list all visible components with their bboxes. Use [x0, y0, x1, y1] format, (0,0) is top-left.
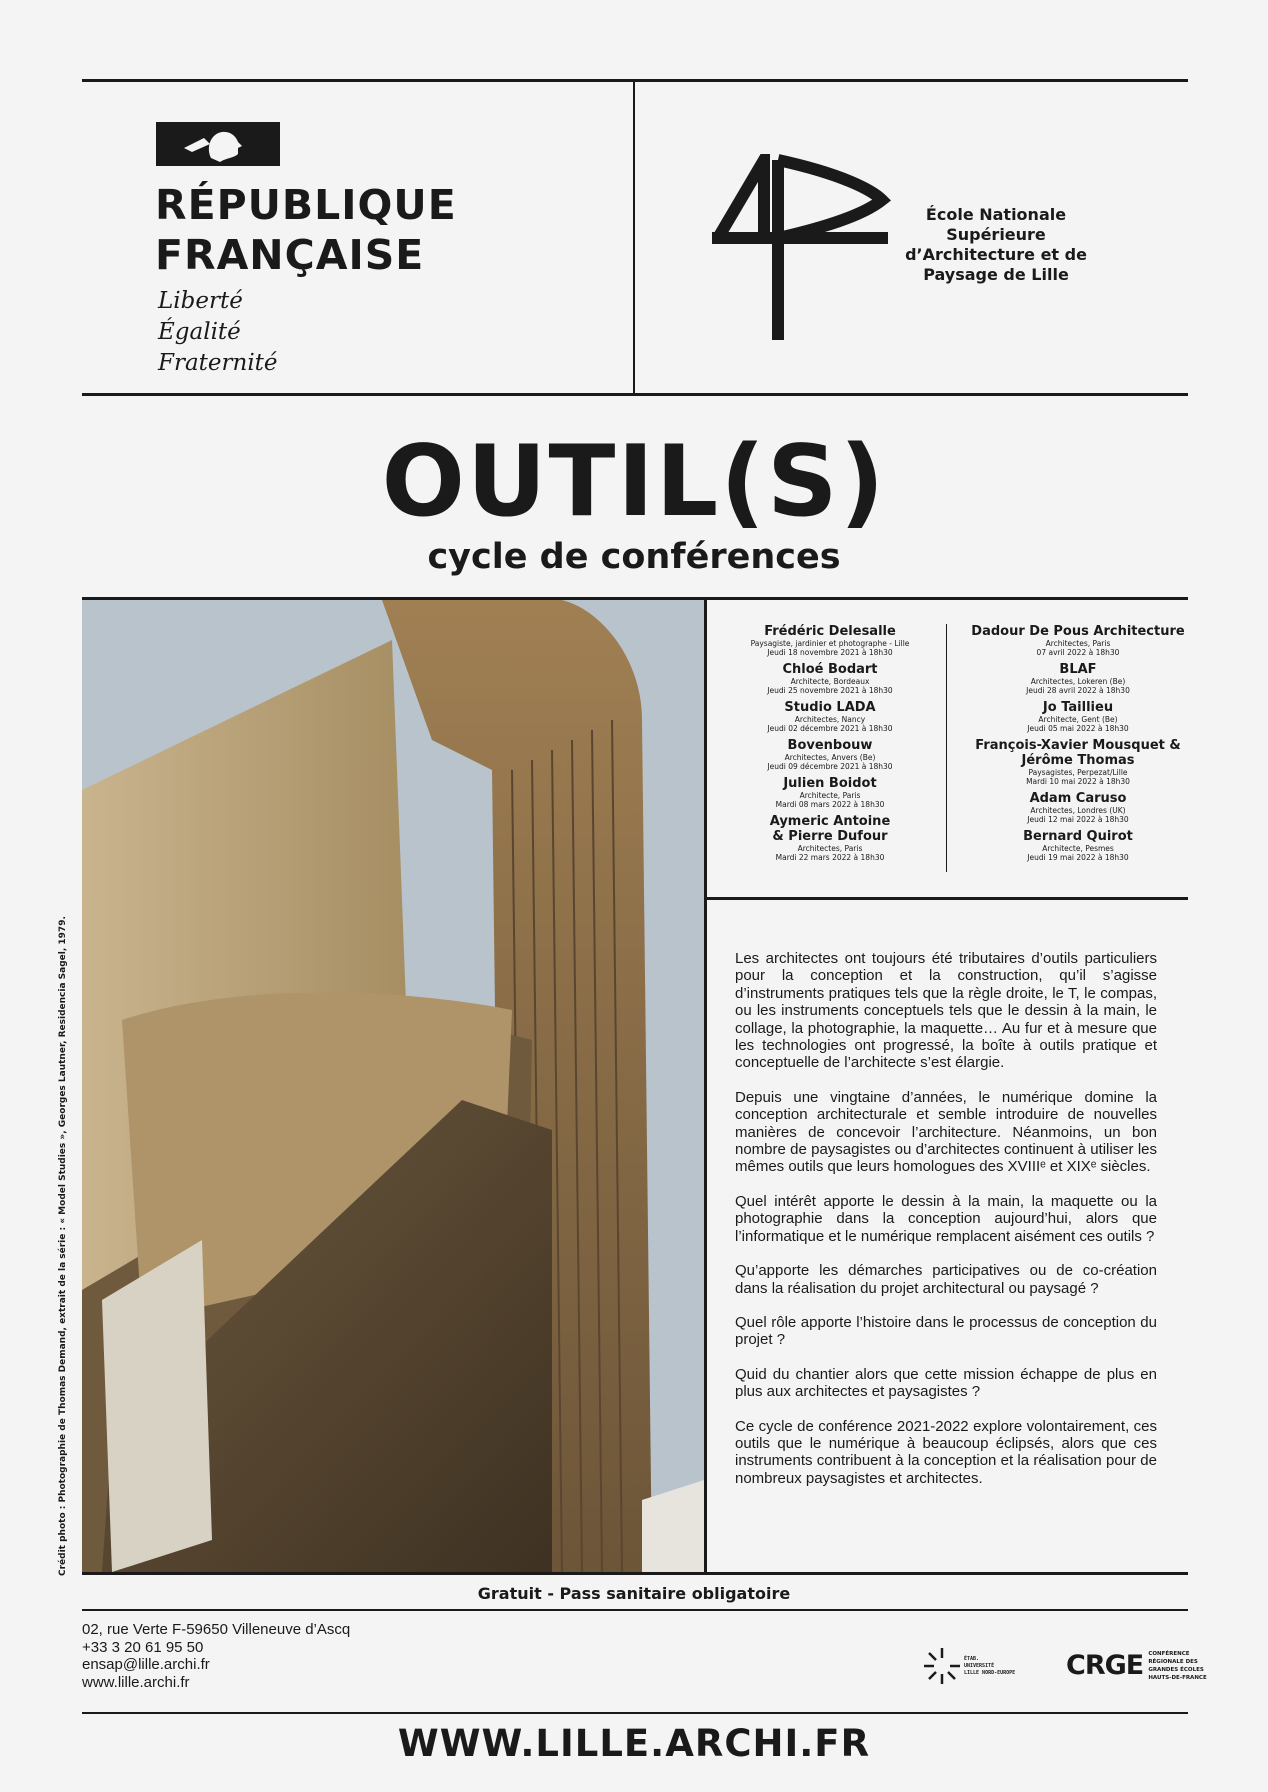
crge-full-name: CONFÉRENCE RÉGIONALE DES GRANDES ÉCOLES HAUTS-DE-FRANCE — [1148, 1651, 1207, 1681]
speaker-entry — [960, 791, 1196, 824]
page-subtitle: cycle de conférences — [427, 537, 841, 577]
speaker-role: Architecte, Pesmes — [1042, 844, 1114, 853]
speaker-name: Frédéric Delesalle — [764, 624, 896, 639]
description-paragraph: Qu’apporte les démarches participatives ou de co-création dans la réalisation du projet architectural ou paysagé ? — [735, 1262, 1157, 1297]
speaker-entry — [712, 662, 948, 695]
speaker-name: Jo Taillieu — [1042, 700, 1114, 715]
speaker-name: Studio LADA — [784, 700, 876, 715]
speaker-entry — [960, 829, 1196, 862]
description-paragraph: Les architectes ont toujours été tributaires d’outils particuliers pour la conception et la construction, qu’il s’agisse d’instruments pratiques tels que la règle droite, le T, le compas, ou les instruments conceptuels tels que le dessin à la main, le collage, la photographie, la maquette… Au fur et à mesure que les technologies ont progressé, la boîte à outils pratique et conceptuelle de l’architecte s’est élargie. — [735, 950, 1157, 1072]
speakers-list-right — [960, 624, 1196, 867]
ensapl-logo — [712, 154, 892, 340]
description-paragraph: Quel rôle apporte l’histoire dans le processus de conception du projet ? — [735, 1313, 1157, 1349]
description-paragraph: Ce cycle de conférence 2021-2022 explore volontairement, ces outils que le numérique à beaucoup éclipsés, alors que ces instruments contribuent à la conception et la réalisation pour de nombreux paysagistes et architectes. — [735, 1417, 1157, 1487]
admission-notice: Gratuit - Pass sanitaire obligatoire — [477, 1584, 791, 1603]
speaker-role: Paysagistes, Perpezat/Lille — [1028, 768, 1128, 777]
svg-text:LILLE NORD-EUROPE: LILLE NORD-EUROPE — [964, 1670, 1016, 1676]
speaker-name: BLAF — [1059, 662, 1097, 677]
speaker-entry — [960, 662, 1196, 695]
header-bottom-line — [82, 393, 1188, 396]
speaker-entry — [712, 776, 948, 809]
speaker-role: Architecte, Paris — [799, 791, 861, 800]
crge-mark: CRGE — [1066, 1650, 1144, 1681]
speaker-date: Jeudi 25 novembre 2021 à 18h30 — [767, 686, 893, 695]
school-name: École Nationale Supérieure d’Architecture et de Paysage de Lille — [905, 205, 1087, 284]
speaker-entry — [712, 700, 948, 733]
speaker-date: Jeudi 02 décembre 2021 à 18h30 — [767, 724, 893, 733]
speaker-role: Paysagiste, jardinier et photographe - Lille — [750, 639, 910, 648]
website-link[interactable]: www.lille.archi.fr — [82, 1673, 190, 1691]
phone-number: +33 3 20 61 95 50 — [82, 1638, 204, 1656]
contact-address — [82, 1621, 350, 1691]
speaker-date: Jeudi 09 décembre 2021 à 18h30 — [767, 762, 893, 771]
speaker-name: François-Xavier Mousquet & Jérôme Thomas — [975, 738, 1181, 768]
speaker-date: Mardi 08 mars 2022 à 18h30 — [775, 800, 885, 809]
speaker-date: 07 avril 2022 à 18h30 — [1036, 648, 1120, 657]
speaker-name: Bernard Quirot — [1023, 829, 1133, 844]
description-paragraph: Depuis une vingtaine d’années, le numérique domine la conception architecturale et semble introduire de nouvelles manières de concevoir l’architecture. Néanmoins, un bon nombre de paysagistes ou d’architectes continuent à utiliser les mêmes outils que leurs homologues des XVIIIᵉ et XIXᵉ siècles. — [735, 1088, 1157, 1176]
crge-logo — [1066, 1650, 1214, 1682]
speaker-date: Jeudi 18 novembre 2021 à 18h30 — [767, 648, 893, 657]
photo-credit: Crédit photo : Photographie de Thomas Demand, extrait de la série : « Model Studies », Georges Lautner, Residencia Sagel, 1979. — [58, 916, 68, 1576]
speaker-date: Mardi 22 mars 2022 à 18h30 — [775, 853, 885, 862]
speaker-entry — [960, 700, 1196, 733]
speaker-role: Architectes, Londres (UK) — [1030, 806, 1126, 815]
speaker-role: Architectes, Paris — [797, 844, 863, 853]
page-title: OUTIL(S) — [381, 425, 887, 539]
speaker-role: Architectes, Anvers (Be) — [784, 753, 876, 762]
speaker-date: Jeudi 05 mai 2022 à 18h30 — [1027, 724, 1129, 733]
speaker-entry — [712, 814, 948, 862]
email-link[interactable]: ensap@lille.archi.fr — [82, 1656, 210, 1673]
speaker-name: Dadour De Pous Architecture — [971, 624, 1185, 639]
republique-francaise-title: RÉPUBLIQUE FRANÇAISE — [155, 181, 457, 279]
republic-motto: Liberté Égalité Fraternité — [158, 288, 278, 376]
speaker-entry — [960, 624, 1196, 657]
universite-lille-logo — [920, 1644, 1040, 1688]
svg-text:ÉTAB.: ÉTAB. — [964, 1656, 980, 1662]
description-paragraph: Quid du chantier alors que cette mission échappe de plus en plus aux architectes et paysagistes ? — [735, 1365, 1157, 1401]
svg-text:UNIVERSITÉ: UNIVERSITÉ — [964, 1663, 995, 1669]
speaker-role: Architectes, Nancy — [794, 715, 866, 724]
speaker-date: Jeudi 19 mai 2022 à 18h30 — [1027, 853, 1129, 862]
speaker-name: Adam Caruso — [1029, 791, 1127, 806]
speakers-list-left — [712, 624, 948, 867]
address-line: 02, rue Verte F-59650 Villeneuve d’Ascq — [82, 1621, 351, 1638]
frame-top-line — [82, 79, 1188, 82]
description-paragraph: Quel intérêt apporte le dessin à la main, la maquette ou la photographie dans la conception aujourd’hui, alors que l’informatique et le numérique remplacent aisément ces outils ? — [735, 1192, 1157, 1245]
conference-description — [735, 950, 1157, 1504]
speaker-date: Jeudi 12 mai 2022 à 18h30 — [1027, 815, 1129, 824]
speaker-name: Chloé Bodart — [782, 662, 878, 677]
speaker-name: Bovenbouw — [787, 738, 873, 753]
speaker-entry — [712, 624, 948, 657]
marianne-logo — [156, 122, 280, 166]
header-divider-vertical — [633, 80, 635, 394]
frame-bottom-line — [82, 1712, 1188, 1714]
speaker-name: Aymeric Antoine & Pierre Dufour — [769, 814, 891, 844]
photo-right-line — [704, 598, 707, 1573]
speaker-role: Architectes, Paris — [1045, 639, 1111, 648]
speaker-date: Jeudi 28 avril 2022 à 18h30 — [1026, 686, 1130, 695]
speakers-column-divider — [946, 624, 947, 872]
speaker-date: Mardi 10 mai 2022 à 18h30 — [1026, 777, 1130, 786]
speaker-entry — [960, 738, 1196, 786]
speaker-entry — [712, 738, 948, 771]
notice-bottom-line — [82, 1609, 1188, 1611]
cardboard-model-photo — [82, 600, 704, 1572]
speaker-role: Architecte, Bordeaux — [790, 677, 870, 686]
website-url-banner[interactable]: WWW.LILLE.ARCHI.FR — [397, 1722, 871, 1765]
speaker-role: Architecte, Gent (Be) — [1038, 715, 1118, 724]
speaker-role: Architectes, Lokeren (Be) — [1030, 677, 1126, 686]
content-bottom-line — [82, 1572, 1188, 1575]
speaker-name: Julien Boidot — [783, 776, 877, 791]
speakers-bottom-line — [705, 897, 1188, 900]
